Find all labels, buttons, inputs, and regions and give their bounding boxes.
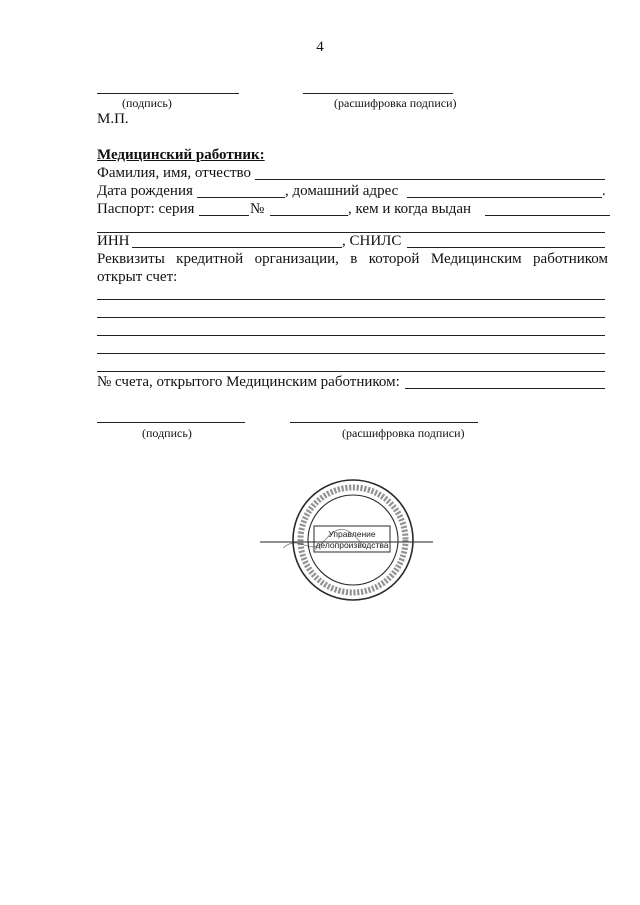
passport-series-label: Паспорт: серия bbox=[97, 201, 195, 217]
bank-details-line[interactable] bbox=[97, 353, 605, 354]
account-number-field[interactable] bbox=[405, 388, 605, 389]
signature-decoding-caption: (расшифровка подписи) bbox=[334, 96, 457, 110]
passport-series-field[interactable] bbox=[199, 215, 249, 216]
stamp-center-text-2: делопроизводства bbox=[315, 540, 389, 550]
bank-details-label-line1: Реквизиты кредитной организации, в которой Медицинским работником bbox=[97, 251, 608, 267]
bank-details-line[interactable] bbox=[97, 371, 605, 372]
bank-details-line[interactable] bbox=[97, 299, 605, 300]
seal-stamp bbox=[255, 478, 435, 608]
signature-decoding-caption: (расшифровка подписи) bbox=[342, 426, 465, 440]
bank-details-label-line2: открыт счет: bbox=[97, 269, 178, 285]
signature-decoding-line[interactable] bbox=[290, 422, 478, 423]
birth-date-label: Дата рождения bbox=[97, 183, 193, 199]
bank-details-line[interactable] bbox=[97, 335, 605, 336]
bank-details-line[interactable] bbox=[97, 317, 605, 318]
snils-label: , СНИЛС bbox=[342, 233, 402, 249]
passport-number-label: № bbox=[250, 201, 265, 217]
passport-number-field[interactable] bbox=[270, 215, 348, 216]
passport-issued-label: , кем и когда выдан bbox=[348, 201, 472, 217]
inn-label: ИНН bbox=[97, 233, 130, 249]
signature-caption: (подпись) bbox=[122, 96, 172, 110]
snils-field[interactable] bbox=[407, 247, 605, 248]
signature-line[interactable] bbox=[97, 422, 245, 423]
birth-date-field[interactable] bbox=[197, 197, 285, 198]
signature-decoding-line bbox=[303, 93, 453, 94]
stamp-center-text-1: Управление bbox=[328, 529, 376, 539]
signature-caption: (подпись) bbox=[142, 426, 192, 440]
inn-field[interactable] bbox=[132, 247, 342, 248]
full-name-field[interactable] bbox=[255, 179, 605, 180]
account-number-label: № счета, открытого Медицинским работником: bbox=[97, 374, 400, 390]
signature-line bbox=[97, 93, 239, 94]
full-name-label: Фамилия, имя, отчество bbox=[97, 165, 251, 181]
home-address-field[interactable] bbox=[407, 197, 602, 198]
passport-issued-field[interactable] bbox=[485, 215, 610, 216]
page-number: 4 bbox=[316, 39, 324, 55]
seal-place-label: М.П. bbox=[97, 111, 129, 127]
home-address-period: . bbox=[602, 183, 606, 199]
home-address-label: , домашний адрес bbox=[285, 183, 399, 199]
medical-worker-heading: Медицинский работник: bbox=[97, 147, 265, 163]
seal-stamp-graphic bbox=[255, 478, 435, 608]
